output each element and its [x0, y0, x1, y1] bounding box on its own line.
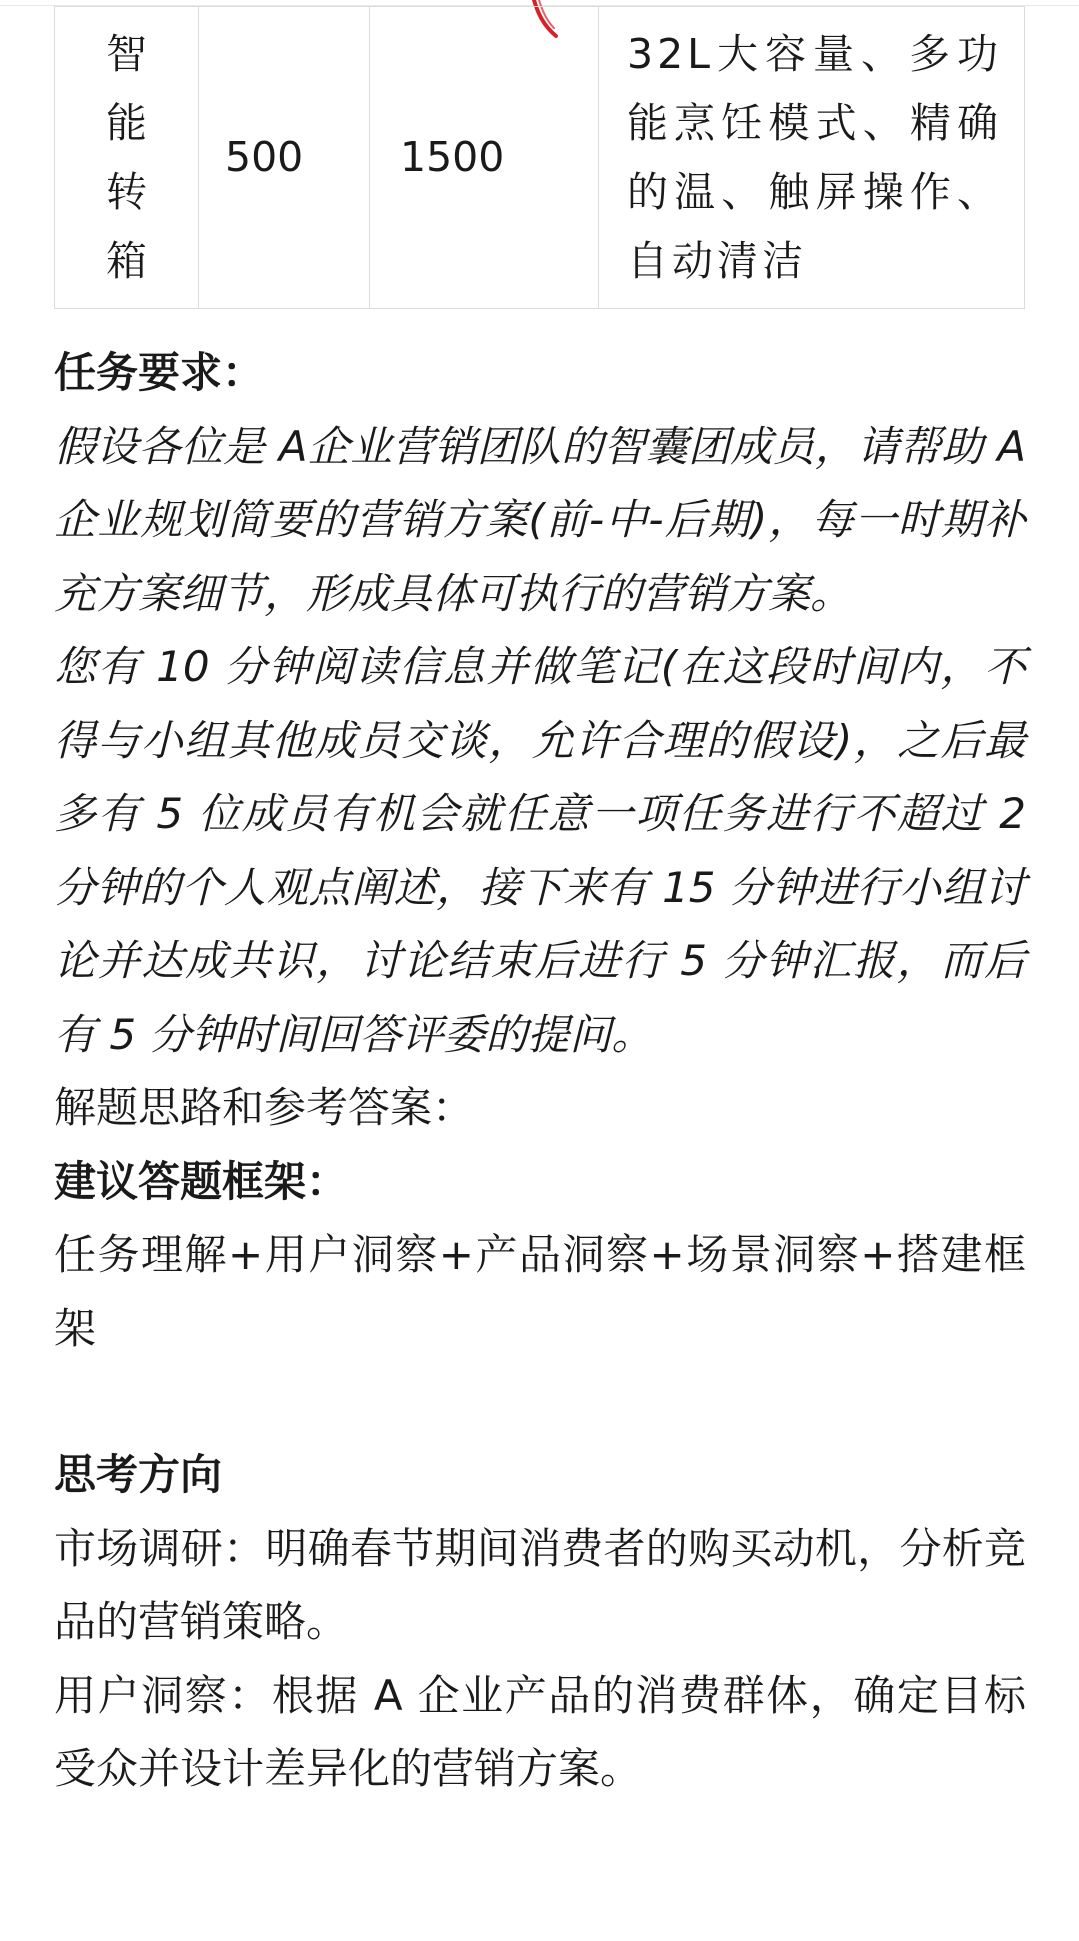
product-description-cell: 32L大容量、多功能烹饪模式、精确的温、触屏操作、自动清洁 — [599, 7, 1025, 309]
task-heading: 任务要求： — [54, 348, 265, 397]
thinking-item-user: 用户洞察：根据 A 企业产品的消费群体，确定目标受众并设计差异化的营销方案。 — [54, 1670, 1026, 1793]
thinking-item-market: 市场调研：明确春节期间消费者的购买动机，分析竞品的营销策略。 — [54, 1523, 1026, 1646]
thinking-heading: 思考方向 — [54, 1450, 223, 1499]
framework-heading: 建议答题框架： — [54, 1156, 349, 1206]
table-row — [55, 7, 1025, 309]
answer-intro: 解题思路和参考答案： — [54, 1083, 475, 1132]
article-body — [54, 336, 1026, 1806]
task-paragraph-2: 您有 10 分钟阅读信息并做笔记(在这段时间内，不得与小组其他成员交谈，允许合理的假设)，之后最多有 5 位成员有机会就任意一项任务进行不超过 2 分钟的个人观点阐述，接下来有 15 分钟进行小组讨论并达成共识，讨论结束后进行 5 分钟汇报，而后有 5 分钟时间回答评委的提问。 — [54, 642, 1026, 1059]
product-name: 智能转箱 — [106, 29, 147, 285]
value-cell-b: 1500 — [370, 7, 599, 309]
product-table — [54, 6, 1025, 309]
task-paragraph-1: 假设各位是 A企业营销团队的智囊团成员，请帮助 A企业规划简要的营销方案(前-中-后期)，每一时期补充方案细节，形成具体可执行的营销方案。 — [54, 421, 1026, 618]
value-cell-a: 500 — [199, 7, 370, 309]
framework-text: 任务理解+用户洞察+产品洞察+场景洞察+搭建框架 — [54, 1230, 1026, 1353]
blank-line — [54, 1365, 1026, 1438]
product-name-cell — [55, 7, 199, 309]
